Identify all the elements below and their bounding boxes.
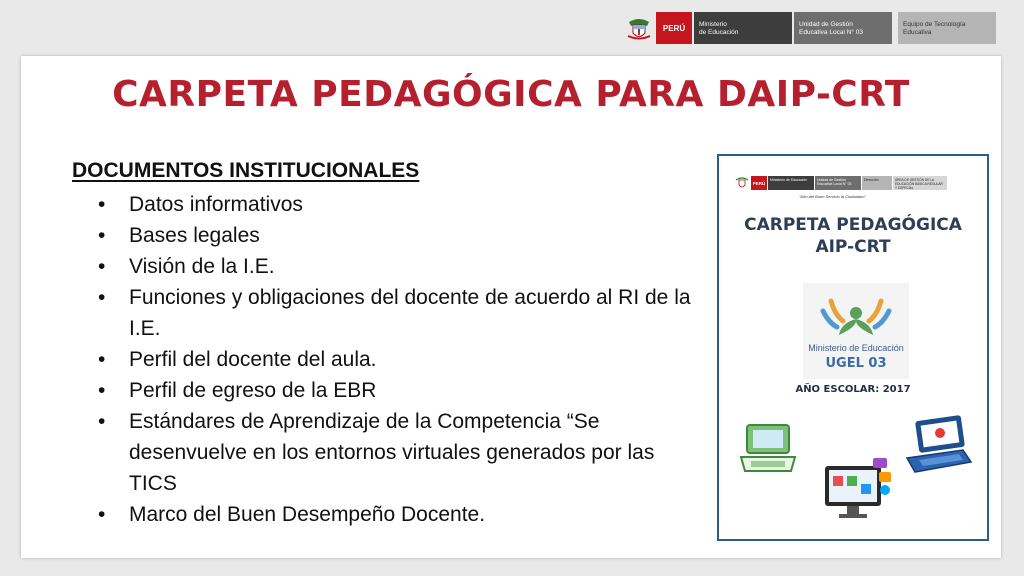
list-item: • Perfil de egreso de la EBR [72, 375, 692, 406]
list-item: • Estándares de Aprendizaje de la Competencia “Se desenvuelve en los entornos virtuales generados por las TICS [72, 406, 692, 499]
cover-peru: PERÚ [751, 176, 767, 190]
team-line1: Equipo de Tecnología [903, 21, 966, 28]
ugel-line2: Educativa Local N° 03 [799, 29, 864, 36]
list-item: • Funciones y obligaciones del docente de acuerdo al RI de la I.E. [72, 282, 692, 344]
institutional-header [622, 12, 996, 44]
cover-ugel: Unidad de Gestión Educativa Local N° 03 [815, 176, 861, 190]
list-item: • Bases legales [72, 220, 692, 251]
cover-title-line1: CARPETA PEDAGÓGICA [744, 215, 962, 235]
list-item: • Visión de la I.E. [72, 251, 692, 282]
cover-motto: "Año del Buen Servicio al Ciudadano" [799, 194, 866, 199]
logo-text-line1: Ministerio de Educación [808, 343, 904, 353]
cover-area: ÁREA DE GESTIÓN DE LA EDUCACIÓN BÁSICA REGULAR Y ESPECIAL [893, 176, 947, 190]
ministry-line1: Ministerio [699, 21, 727, 28]
section-heading: DOCUMENTOS INSTITUCIONALES [72, 159, 420, 182]
team-line2: Educativa [903, 29, 932, 36]
green-laptop-icon [737, 421, 799, 479]
team-label [898, 12, 996, 44]
cover-year: AÑO ESCOLAR: 2017 [795, 384, 911, 395]
coat-of-arms-icon [622, 12, 656, 44]
cover-coat-of-arms-icon [735, 176, 749, 190]
ugel-label [794, 12, 892, 44]
ministry-line2: de Educación [699, 29, 739, 36]
folder-cover-image [717, 154, 989, 541]
list-item: • Datos informativos [72, 189, 692, 220]
peru-label: PERÚ [656, 12, 692, 44]
ugel-logo-icon [801, 281, 911, 381]
cover-title [719, 214, 987, 258]
document-list [72, 189, 692, 530]
cover-ministry: Ministerio de Educación [768, 176, 814, 190]
cover-header [735, 176, 947, 190]
cover-direction: Dirección [862, 176, 892, 190]
ministry-label [694, 12, 792, 44]
list-item: • Perfil del docente del aula. [72, 344, 692, 375]
slide-title: CARPETA PEDAGÓGICA PARA DAIP-CRT [112, 74, 910, 115]
monitor-apps-icon [821, 454, 895, 522]
slide-panel [21, 56, 1001, 558]
logo-text-line2: UGEL 03 [825, 356, 887, 371]
cover-title-line2: AIP-CRT [815, 237, 891, 257]
blue-laptop-icon [903, 414, 975, 480]
list-item: • Marco del Buen Desempeño Docente. [72, 499, 692, 530]
ugel-line1: Unidad de Gestión [799, 21, 853, 28]
